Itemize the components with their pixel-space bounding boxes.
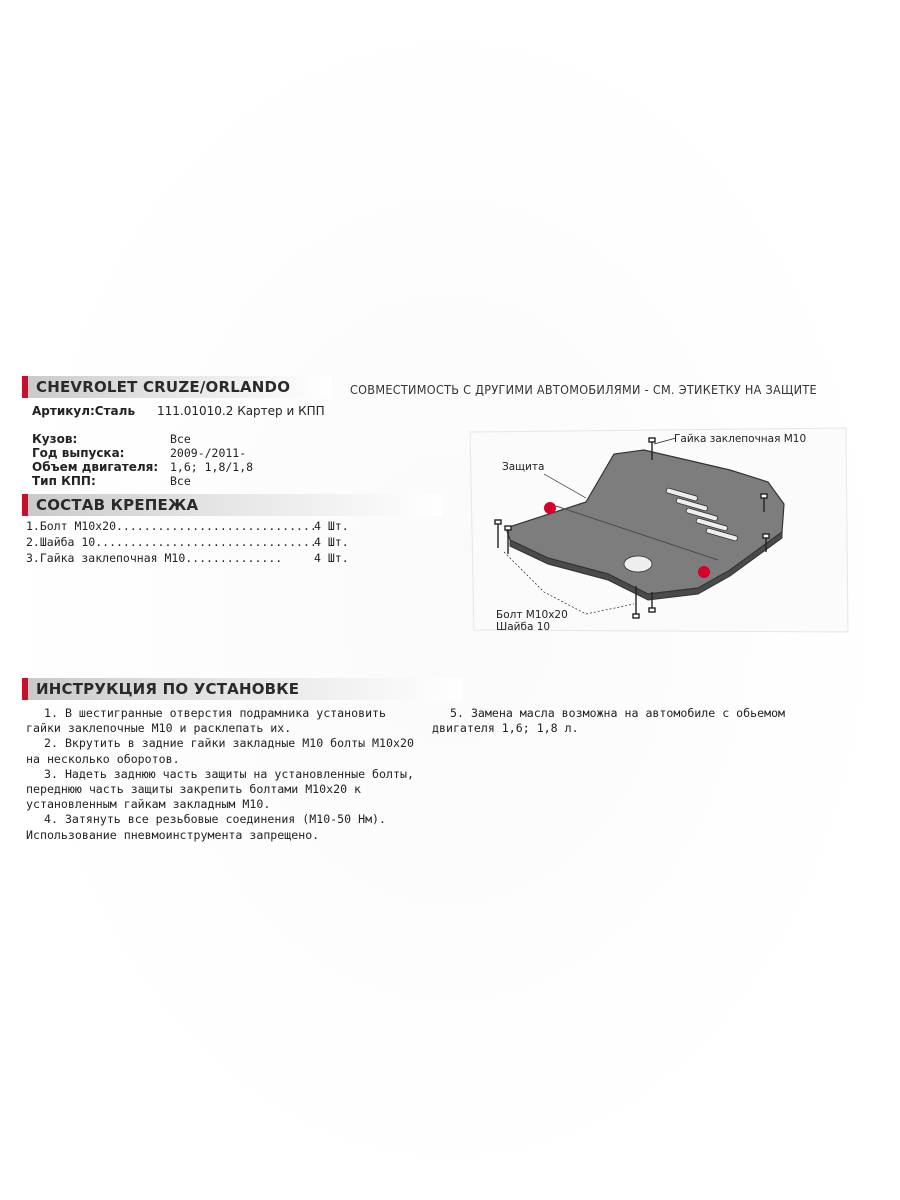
label-washer: Шайба 10 xyxy=(496,621,551,633)
spec-key: Объем двигателя: xyxy=(32,460,159,474)
article-label: Артикул:Сталь xyxy=(32,404,136,418)
instruction-step: 5. Замена масла возможна на автомобиле с обьемом двигателя 1,6; 1,8 л. xyxy=(432,706,786,736)
model-title: CHEVROLET CRUZE/ORLANDO xyxy=(36,378,291,396)
kit-item-qty: 4 Шт. xyxy=(314,551,349,565)
instructions-left xyxy=(26,706,426,843)
instruction-step: 3. Надеть заднюю часть защиты на установленные болты, переднюю часть защиты закрепить болтами М10х20 к установленным гайкам закладным М10. xyxy=(26,766,414,812)
guard-diagram xyxy=(466,424,850,634)
kit-title: СОСТАВ КРЕПЕЖА xyxy=(36,496,199,514)
kit-item xyxy=(26,534,356,550)
instructions-right xyxy=(432,706,852,736)
kit-item-qty: 4 Шт. xyxy=(314,535,349,549)
spec-key: Тип КПП: xyxy=(32,474,96,488)
kit-list xyxy=(26,518,356,566)
accent-stripe xyxy=(22,678,28,700)
kit-item-name: 3.Гайка заклепочная М10.............. xyxy=(26,551,283,565)
model-header-bar xyxy=(22,376,332,398)
accent-stripe xyxy=(22,494,28,516)
instruction-step: 4. Затянуть все резьбовые соединения (М10-50 Нм). Использование пневмоинструмента запрещено. xyxy=(26,812,387,842)
kit-item-qty: 4 Шт. xyxy=(314,519,349,533)
kit-item xyxy=(26,550,356,566)
article-value: 111.01010.2 Картер и КПП xyxy=(157,404,325,418)
spec-key: Год выпуска: xyxy=(32,446,125,460)
label-guard: Защита xyxy=(502,461,545,473)
instruction-step: 1. В шестигранные отверстия подрамника установить гайки заклепочные М10 и расклепать их. xyxy=(26,706,387,736)
label-rivet-nut: Гайка заклепочная М10 xyxy=(674,433,807,445)
spec-value: 2009-/2011- xyxy=(170,446,247,460)
kit-item-name: 1.Болт М10х20............................. xyxy=(26,519,317,533)
spec-key: Кузов: xyxy=(32,432,78,446)
accent-stripe xyxy=(22,376,28,398)
compatibility-note: СОВМЕСТИМОСТЬ С ДРУГИМИ АВТОМОБИЛЯМИ - СМ. ЭТИКЕТКУ НА ЗАЩИТЕ xyxy=(350,382,817,397)
spec-value: Все xyxy=(170,432,191,446)
instructions-title: ИНСТРУКЦИЯ ПО УСТАНОВКЕ xyxy=(36,680,300,698)
spec-value: Все xyxy=(170,474,191,488)
kit-header-bar xyxy=(22,494,442,516)
rivet-nut-marker xyxy=(544,502,556,514)
kit-item xyxy=(26,518,356,534)
article-line xyxy=(32,404,325,418)
kit-item-name: 2.Шайба 10................................ xyxy=(26,535,317,549)
instructions-header-bar xyxy=(22,678,462,700)
instruction-step: 2. Вкрутить в задние гайки закладные М10 болты М10х20 на несколько оборотов. xyxy=(26,736,414,766)
label-bolt: Болт М10х20 xyxy=(496,609,568,621)
rivet-nut-marker xyxy=(698,566,710,578)
spec-value: 1,6; 1,8/1,8 xyxy=(170,460,254,474)
